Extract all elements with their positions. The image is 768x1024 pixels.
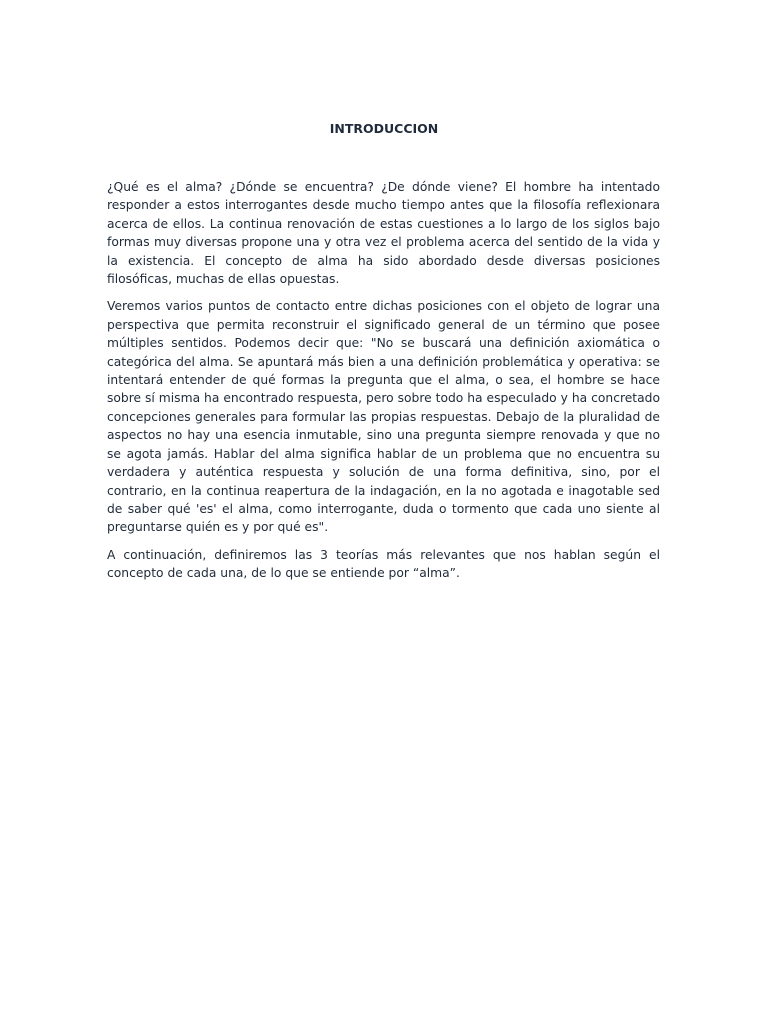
document-body xyxy=(107,178,660,592)
paragraph-3: A continuación, definiremos las 3 teorías más relevantes que nos hablan según el concepto de cada una, de lo que se entiende por “alma”. xyxy=(107,547,660,581)
paragraph-2: Veremos varios puntos de contacto entre dichas posiciones con el objeto de lograr una perspectiva que permita reconstruir el significado general de un término que posee múltiples sentidos. Podemos decir que: "No se buscará una definición axiomática o categórica del alma. Se apuntará más bien a una definición problemática y operativa: se intentará entender de qué formas la pregunta que el alma, o sea, el hombre se hace sobre sí misma ha encontrado respuesta, pero sobre todo ha especulado y ha concretado concepciones generales para formular las propias respuestas. Debajo de la pluralidad de aspectos no hay una esencia inmutable, sino una pregunta siempre renovada y que no se agota jamás. Hablar del alma significa hablar de un problema que no encuentra su verdadera y auténtica respuesta y solución de una forma definitiva, sino, por el contrario, en la continua reapertura de la indagación, en la no agotada e inagotable sed de saber qué 'es' el alma, como interrogante, duda o tormento que cada uno siente al preguntarse quién es y por qué es". xyxy=(107,299,660,535)
paragraph-1: ¿Qué es el alma? ¿Dónde se encuentra? ¿De dónde viene? El hombre ha intentado responder a estos interrogantes desde mucho tiempo antes que la filosofía reflexionara acerca de ellos. La continua renovación de estas cuestiones a lo largo de los siglos bajo formas muy diversas propone una y otra vez el problema acerca del sentido de la vida y la existencia. El concepto de alma ha sido abordado desde diversas posiciones filosóficas, muchas de ellas opuestas. xyxy=(107,180,660,287)
document-title: INTRODUCCION xyxy=(329,121,439,136)
